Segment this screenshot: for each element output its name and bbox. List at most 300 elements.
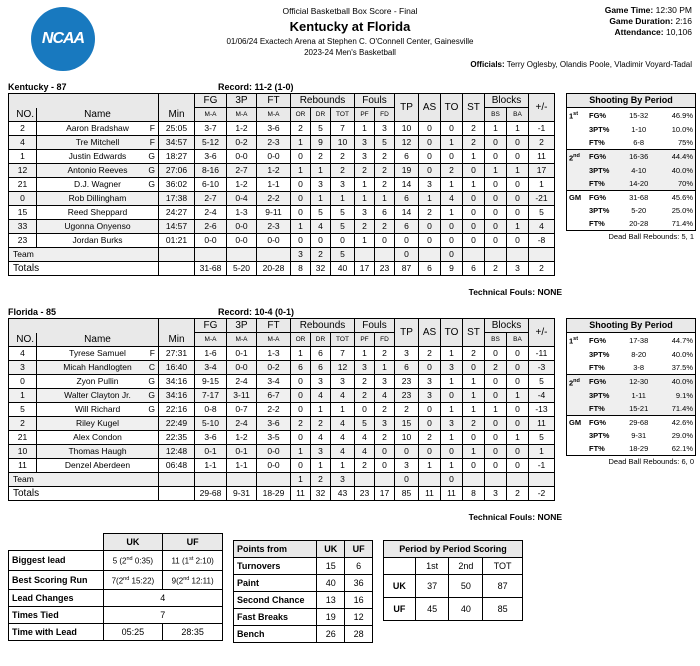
player-ft: 2-3 xyxy=(257,220,291,234)
table-row[interactable] xyxy=(9,150,555,164)
player-dr: 2 xyxy=(311,150,331,164)
player-3p: 0-7 xyxy=(227,403,257,417)
player-tot-reb: 7 xyxy=(331,122,355,136)
col-as: AS xyxy=(419,319,441,347)
table-row[interactable] xyxy=(9,178,555,192)
player-pf: 3 xyxy=(355,136,375,150)
player-ba: 0 xyxy=(507,206,529,220)
player-fg: 3-6 xyxy=(195,431,227,445)
officials-label: Officials: xyxy=(470,60,505,69)
team-bs xyxy=(485,248,507,262)
table-row[interactable] xyxy=(9,220,555,234)
player-name: Alex Condon xyxy=(37,431,159,445)
player-pf: 2 xyxy=(355,220,375,234)
player-bs: 1 xyxy=(485,403,507,417)
attendance-value: 10,106 xyxy=(666,27,692,37)
team-ba xyxy=(507,248,529,262)
shooting-made-attempted: 15-21 xyxy=(621,402,656,416)
col-tp: TP xyxy=(395,319,419,347)
shooting-period xyxy=(567,217,587,230)
player-3p: 1-1 xyxy=(227,459,257,473)
totals-assists: 6 xyxy=(419,262,441,276)
col-as: AS xyxy=(419,94,441,122)
col-fd: FD xyxy=(375,333,395,347)
player-position: G xyxy=(148,390,155,400)
team-row-label: Team xyxy=(9,248,159,262)
player-number: 15 xyxy=(9,206,37,220)
player-ft: 2-2 xyxy=(257,192,291,206)
player-minutes: 34:16 xyxy=(159,389,195,403)
player-bs: 2 xyxy=(485,361,507,375)
player-plus-minus: 2 xyxy=(529,136,555,150)
player-3p: 0-0 xyxy=(227,150,257,164)
player-ba: 1 xyxy=(507,164,529,178)
leads-row xyxy=(9,624,223,641)
shooting-percentage: 45.6% xyxy=(656,191,695,205)
player-dr: 3 xyxy=(311,178,331,192)
player-fg: 5-10 xyxy=(195,417,227,431)
player-minutes: 18:27 xyxy=(159,150,195,164)
player-name: Walter Clayton Jr. G xyxy=(37,389,159,403)
shooting-percentage: 37.5% xyxy=(671,362,693,372)
florida-record xyxy=(218,307,294,317)
player-fd: 0 xyxy=(375,445,395,459)
player-plus-minus: -1 xyxy=(529,459,555,473)
player-ft: 0-0 xyxy=(257,234,291,248)
player-steals: 1 xyxy=(463,375,485,389)
player-ba: 0 xyxy=(507,445,529,459)
player-points: 2 xyxy=(395,403,419,417)
col-fg-ma: M-A xyxy=(195,333,227,347)
player-ba: 0 xyxy=(507,234,529,248)
player-number: 0 xyxy=(9,375,37,389)
shooting-percentage: 44.4% xyxy=(656,149,695,164)
player-fd: 2 xyxy=(375,431,395,445)
points-row-label: Fast Breaks xyxy=(234,609,317,626)
player-ba: 0 xyxy=(507,150,529,164)
table-row[interactable] xyxy=(9,122,555,136)
player-steals: 1 xyxy=(463,150,485,164)
period-row-tot: 87 xyxy=(483,575,523,598)
player-number: 3 xyxy=(9,361,37,375)
player-plus-minus: 11 xyxy=(529,150,555,164)
player-ft: 0-0 xyxy=(257,459,291,473)
col-dr: DR xyxy=(311,108,331,122)
player-pf: 2 xyxy=(355,164,375,178)
points-row-uf: 16 xyxy=(345,592,373,609)
player-minutes: 06:48 xyxy=(159,459,195,473)
florida-shooting-row xyxy=(567,348,695,361)
player-tot-reb: 7 xyxy=(331,347,355,361)
player-fg: 8-16 xyxy=(195,164,227,178)
player-fd: 6 xyxy=(375,206,395,220)
player-number: 33 xyxy=(9,220,37,234)
player-steals: 0 xyxy=(463,234,485,248)
player-position: G xyxy=(148,151,155,161)
box-score-subtitle: Official Basketball Box Score - Final xyxy=(282,6,418,16)
shooting-made-attempted: 8-20 xyxy=(631,349,647,359)
player-plus-minus: 5 xyxy=(529,206,555,220)
player-name: Thomas Haugh xyxy=(37,445,159,459)
leads-header-row xyxy=(9,534,223,551)
player-number: 11 xyxy=(9,459,37,473)
player-plus-minus: 17 xyxy=(529,164,555,178)
player-steals: 1 xyxy=(463,389,485,403)
florida-box-score-table xyxy=(8,318,555,501)
florida-group-header-row xyxy=(9,319,555,333)
totals-fg: 29-68 xyxy=(195,487,227,501)
player-pf: 1 xyxy=(355,192,375,206)
player-name: Will Richard G xyxy=(37,403,159,417)
shooting-percentage: 40.0% xyxy=(671,349,693,359)
table-row[interactable] xyxy=(9,459,555,473)
totals-points: 85 xyxy=(395,487,419,501)
player-ft: 1-3 xyxy=(257,347,291,361)
shooting-stat-label: 3PT% xyxy=(589,349,610,359)
player-fg: 3-6 xyxy=(195,150,227,164)
period-row xyxy=(384,598,523,621)
player-name: Tyrese Samuel F xyxy=(37,347,159,361)
shooting-period xyxy=(567,348,587,361)
table-row[interactable] xyxy=(9,361,555,375)
shooting-made-attempted: 1-10 xyxy=(631,124,647,134)
header-blank xyxy=(9,319,159,333)
player-plus-minus: -4 xyxy=(529,389,555,403)
player-minutes: 25:05 xyxy=(159,122,195,136)
shooting-made-attempted: 20-28 xyxy=(629,219,649,228)
totals-3p: 5-20 xyxy=(227,262,257,276)
player-fg: 5-12 xyxy=(195,136,227,150)
kentucky-group-header-row xyxy=(9,94,555,108)
shooting-percentage: 46.9% xyxy=(671,110,693,120)
points-row-uk: 40 xyxy=(317,575,345,592)
totals-label: Totals xyxy=(9,262,159,276)
period-corner-blank xyxy=(384,558,416,575)
florida-shooting-row xyxy=(567,374,695,389)
points-header-row xyxy=(234,541,373,558)
kentucky-shooting-row xyxy=(567,204,695,217)
player-3p: 0-1 xyxy=(227,445,257,459)
player-dr: 5 xyxy=(311,122,331,136)
game-venue: 01/06/24 Exactech Arena at Stephen C. O'Connell Center, Gainesville xyxy=(226,37,474,46)
team-bs xyxy=(485,473,507,487)
shooting-made-attempted: 14-20 xyxy=(621,177,656,191)
shooting-stat-label: 3PT% xyxy=(587,389,621,402)
shooting-percentage: 9.1% xyxy=(656,389,695,402)
player-minutes: 22:16 xyxy=(159,403,195,417)
florida-shooting-row xyxy=(567,361,695,375)
player-points: 12 xyxy=(395,136,419,150)
player-assists: 3 xyxy=(419,389,441,403)
totals-tot-reb: 40 xyxy=(331,262,355,276)
player-turnovers: 3 xyxy=(441,417,463,431)
player-minutes: 14:57 xyxy=(159,220,195,234)
player-bs: 0 xyxy=(485,178,507,192)
player-dr: 6 xyxy=(311,361,331,375)
totals-ba: 3 xyxy=(507,262,529,276)
player-3p: 1-3 xyxy=(227,206,257,220)
shooting-period xyxy=(567,442,587,455)
totals-assists: 11 xyxy=(419,487,441,501)
totals-dr: 32 xyxy=(311,262,331,276)
player-plus-minus: -13 xyxy=(529,403,555,417)
col-tot: TOT xyxy=(331,333,355,347)
period-title-row xyxy=(384,541,523,558)
col-group-rebounds: Rebounds xyxy=(291,319,355,333)
totals-pf: 23 xyxy=(355,487,375,501)
table-row[interactable] xyxy=(9,164,555,178)
totals-row xyxy=(9,487,555,501)
player-name: Zyon Pullin G xyxy=(37,375,159,389)
player-ft: 9-11 xyxy=(257,206,291,220)
shooting-stat-label: FG% xyxy=(587,191,621,205)
shooting-stat-label: FG% xyxy=(587,374,621,389)
points-row-uf: 28 xyxy=(345,626,373,643)
player-fg: 6-10 xyxy=(195,178,227,192)
table-row[interactable] xyxy=(9,445,555,459)
shooting-percentage: 44.7% xyxy=(671,335,693,345)
points-row xyxy=(234,592,373,609)
player-fg: 3-4 xyxy=(195,361,227,375)
game-title: Kentucky at Florida xyxy=(289,19,411,34)
player-or: 0 xyxy=(291,375,311,389)
player-3p: 0-4 xyxy=(227,192,257,206)
header-min-blank xyxy=(159,319,195,333)
table-row[interactable] xyxy=(9,403,555,417)
col-bs: BS xyxy=(485,108,507,122)
col-pf: PF xyxy=(355,333,375,347)
player-ft: 3-5 xyxy=(257,431,291,445)
player-dr: 1 xyxy=(311,192,331,206)
player-ft: 1-1 xyxy=(257,178,291,192)
player-number: 0 xyxy=(9,192,37,206)
player-tot-reb: 1 xyxy=(331,403,355,417)
player-tot-reb: 1 xyxy=(331,192,355,206)
player-fd: 2 xyxy=(375,164,395,178)
table-row[interactable] xyxy=(9,431,555,445)
player-name: Riley Kugel xyxy=(37,417,159,431)
florida-dead-ball-rebounds: Dead Ball Rebounds: 6, 0 xyxy=(608,457,694,466)
col-group-fouls: Fouls xyxy=(355,94,395,108)
player-fd: 0 xyxy=(375,459,395,473)
player-pf: 4 xyxy=(355,445,375,459)
player-turnovers: 1 xyxy=(441,459,463,473)
player-bs: 0 xyxy=(485,375,507,389)
col-pf: PF xyxy=(355,108,375,122)
shooting-percentage: 40.0% xyxy=(656,374,695,389)
player-steals: 2 xyxy=(463,417,485,431)
player-or: 0 xyxy=(291,150,311,164)
totals-dr: 32 xyxy=(311,487,331,501)
col-st: ST xyxy=(463,94,485,122)
shooting-made-attempted: 1-11 xyxy=(621,389,656,402)
player-turnovers: 0 xyxy=(441,234,463,248)
player-minutes: 12:48 xyxy=(159,445,195,459)
player-turnovers: 1 xyxy=(441,347,463,361)
player-ba: 1 xyxy=(507,389,529,403)
col-fg-ma: M-A xyxy=(195,108,227,122)
table-row[interactable] xyxy=(9,206,555,220)
player-turnovers: 4 xyxy=(441,192,463,206)
player-plus-minus: -3 xyxy=(529,361,555,375)
player-ba: 0 xyxy=(507,417,529,431)
player-turnovers: 3 xyxy=(441,361,463,375)
kentucky-shooting-panel xyxy=(566,93,696,231)
shooting-period xyxy=(567,177,587,191)
player-points: 23 xyxy=(395,389,419,403)
officials-line xyxy=(470,60,692,69)
player-fd: 3 xyxy=(375,417,395,431)
leads-row-uk: 5 (2nd 0:35) xyxy=(103,551,163,571)
kentucky-shooting-row xyxy=(567,164,695,177)
player-dr: 5 xyxy=(311,206,331,220)
leads-row xyxy=(9,607,223,624)
player-ba: 1 xyxy=(507,431,529,445)
player-ba: 0 xyxy=(507,347,529,361)
table-row[interactable] xyxy=(9,347,555,361)
totals-3p: 9-31 xyxy=(227,487,257,501)
player-plus-minus: 11 xyxy=(529,417,555,431)
player-pf: 5 xyxy=(355,417,375,431)
player-points: 3 xyxy=(395,347,419,361)
player-plus-minus: 1 xyxy=(529,445,555,459)
player-fg: 3-7 xyxy=(195,122,227,136)
kentucky-record-value: 11-2 (1-0) xyxy=(254,82,294,92)
team-turnovers: 0 xyxy=(441,248,463,262)
shooting-stat-label: FG% xyxy=(589,110,607,120)
col-plus-minus: +/- xyxy=(529,94,555,122)
team-fd xyxy=(375,473,395,487)
totals-fd: 17 xyxy=(375,487,395,501)
player-fg: 0-1 xyxy=(195,445,227,459)
table-row[interactable] xyxy=(9,234,555,248)
player-turnovers: 1 xyxy=(441,206,463,220)
player-assists: 2 xyxy=(419,206,441,220)
shooting-period: 2nd xyxy=(567,374,587,389)
col-ft-ma: M-A xyxy=(257,108,291,122)
leads-col-uk: UK xyxy=(103,534,163,551)
period-row-team: UF xyxy=(384,598,416,621)
player-points: 19 xyxy=(395,164,419,178)
player-tot-reb: 1 xyxy=(331,459,355,473)
table-row[interactable] xyxy=(9,375,555,389)
player-pf: 1 xyxy=(355,234,375,248)
ncaa-logo-text: NCAA xyxy=(41,30,85,47)
player-steals: 0 xyxy=(463,220,485,234)
team-min xyxy=(159,473,195,487)
col-group-3p: 3P xyxy=(227,319,257,333)
florida-team-title: Florida - 85 xyxy=(8,307,57,317)
player-tot-reb: 3 xyxy=(331,375,355,389)
period-row-1st: 45 xyxy=(415,598,449,621)
player-or: 6 xyxy=(291,361,311,375)
table-row[interactable] xyxy=(9,389,555,403)
col-group-blocks: Blocks xyxy=(485,319,529,333)
player-name: Ugonna Onyenso xyxy=(37,220,159,234)
shooting-period: GM xyxy=(567,416,587,430)
player-tot-reb: 0 xyxy=(331,234,355,248)
player-tot-reb: 4 xyxy=(331,417,355,431)
shooting-percentage: 10.0% xyxy=(671,124,693,134)
points-row-label: Second Chance xyxy=(234,592,317,609)
player-points: 23 xyxy=(395,375,419,389)
col-to: TO xyxy=(441,94,463,122)
florida-record-value: 10-4 (0-1) xyxy=(254,307,295,317)
player-or: 0 xyxy=(291,192,311,206)
player-3p: 3-11 xyxy=(227,389,257,403)
player-number: 2 xyxy=(9,417,37,431)
team-fg xyxy=(195,248,227,262)
player-minutes: 16:40 xyxy=(159,361,195,375)
kentucky-shooting-row xyxy=(567,149,695,164)
points-row-label: Bench xyxy=(234,626,317,643)
header-blank xyxy=(9,94,159,108)
shooting-stat-label: 3PT% xyxy=(587,164,621,177)
shooting-percentage: 40.0% xyxy=(656,164,695,177)
player-plus-minus: 5 xyxy=(529,431,555,445)
leads-col-uf: UF xyxy=(163,534,223,551)
player-fd: 5 xyxy=(375,136,395,150)
player-assists: 2 xyxy=(419,347,441,361)
col-st: ST xyxy=(463,319,485,347)
col-3p-ma: M-A xyxy=(227,108,257,122)
team-or: 1 xyxy=(291,473,311,487)
leads-row-span-value: 7 xyxy=(103,607,222,624)
player-fg: 2-4 xyxy=(195,206,227,220)
player-minutes: 01:21 xyxy=(159,234,195,248)
player-or: 0 xyxy=(291,206,311,220)
officials-value: Terry Oglesby, Olandis Poole, Vladimir Voyard-Tadal xyxy=(506,60,692,69)
team-assists xyxy=(419,473,441,487)
player-ft: 3-6 xyxy=(257,417,291,431)
player-dr: 1 xyxy=(311,403,331,417)
player-steals: 0 xyxy=(463,361,485,375)
player-assists: 0 xyxy=(419,220,441,234)
player-assists: 0 xyxy=(419,164,441,178)
player-fd: 1 xyxy=(375,361,395,375)
player-bs: 0 xyxy=(485,417,507,431)
player-3p: 2-4 xyxy=(227,375,257,389)
player-position: G xyxy=(148,404,155,414)
period-col-1st: 1st xyxy=(415,558,449,575)
player-3p: 0-1 xyxy=(227,347,257,361)
player-name: Tre Mitchell F xyxy=(37,136,159,150)
table-row[interactable] xyxy=(9,136,555,150)
player-fg: 1-6 xyxy=(195,347,227,361)
player-dr: 6 xyxy=(311,347,331,361)
shooting-stat-label: FT% xyxy=(589,444,605,453)
player-plus-minus: 4 xyxy=(529,220,555,234)
points-row xyxy=(234,558,373,575)
player-pf: 1 xyxy=(355,178,375,192)
table-row[interactable] xyxy=(9,192,555,206)
period-row-2nd: 40 xyxy=(449,598,483,621)
table-row[interactable] xyxy=(9,417,555,431)
player-pf: 2 xyxy=(355,375,375,389)
player-fg: 2-7 xyxy=(195,192,227,206)
player-bs: 0 xyxy=(485,220,507,234)
game-meta xyxy=(605,5,692,38)
team-pf xyxy=(355,248,375,262)
player-number: 1 xyxy=(9,150,37,164)
player-3p: 1-2 xyxy=(227,122,257,136)
col-dr: DR xyxy=(311,333,331,347)
kentucky-technical-fouls: Technical Fouls: NONE xyxy=(468,287,562,297)
player-ba: 0 xyxy=(507,192,529,206)
totals-label: Totals xyxy=(9,487,159,501)
florida-shooting-row xyxy=(567,442,695,455)
totals-steals: 8 xyxy=(463,487,485,501)
